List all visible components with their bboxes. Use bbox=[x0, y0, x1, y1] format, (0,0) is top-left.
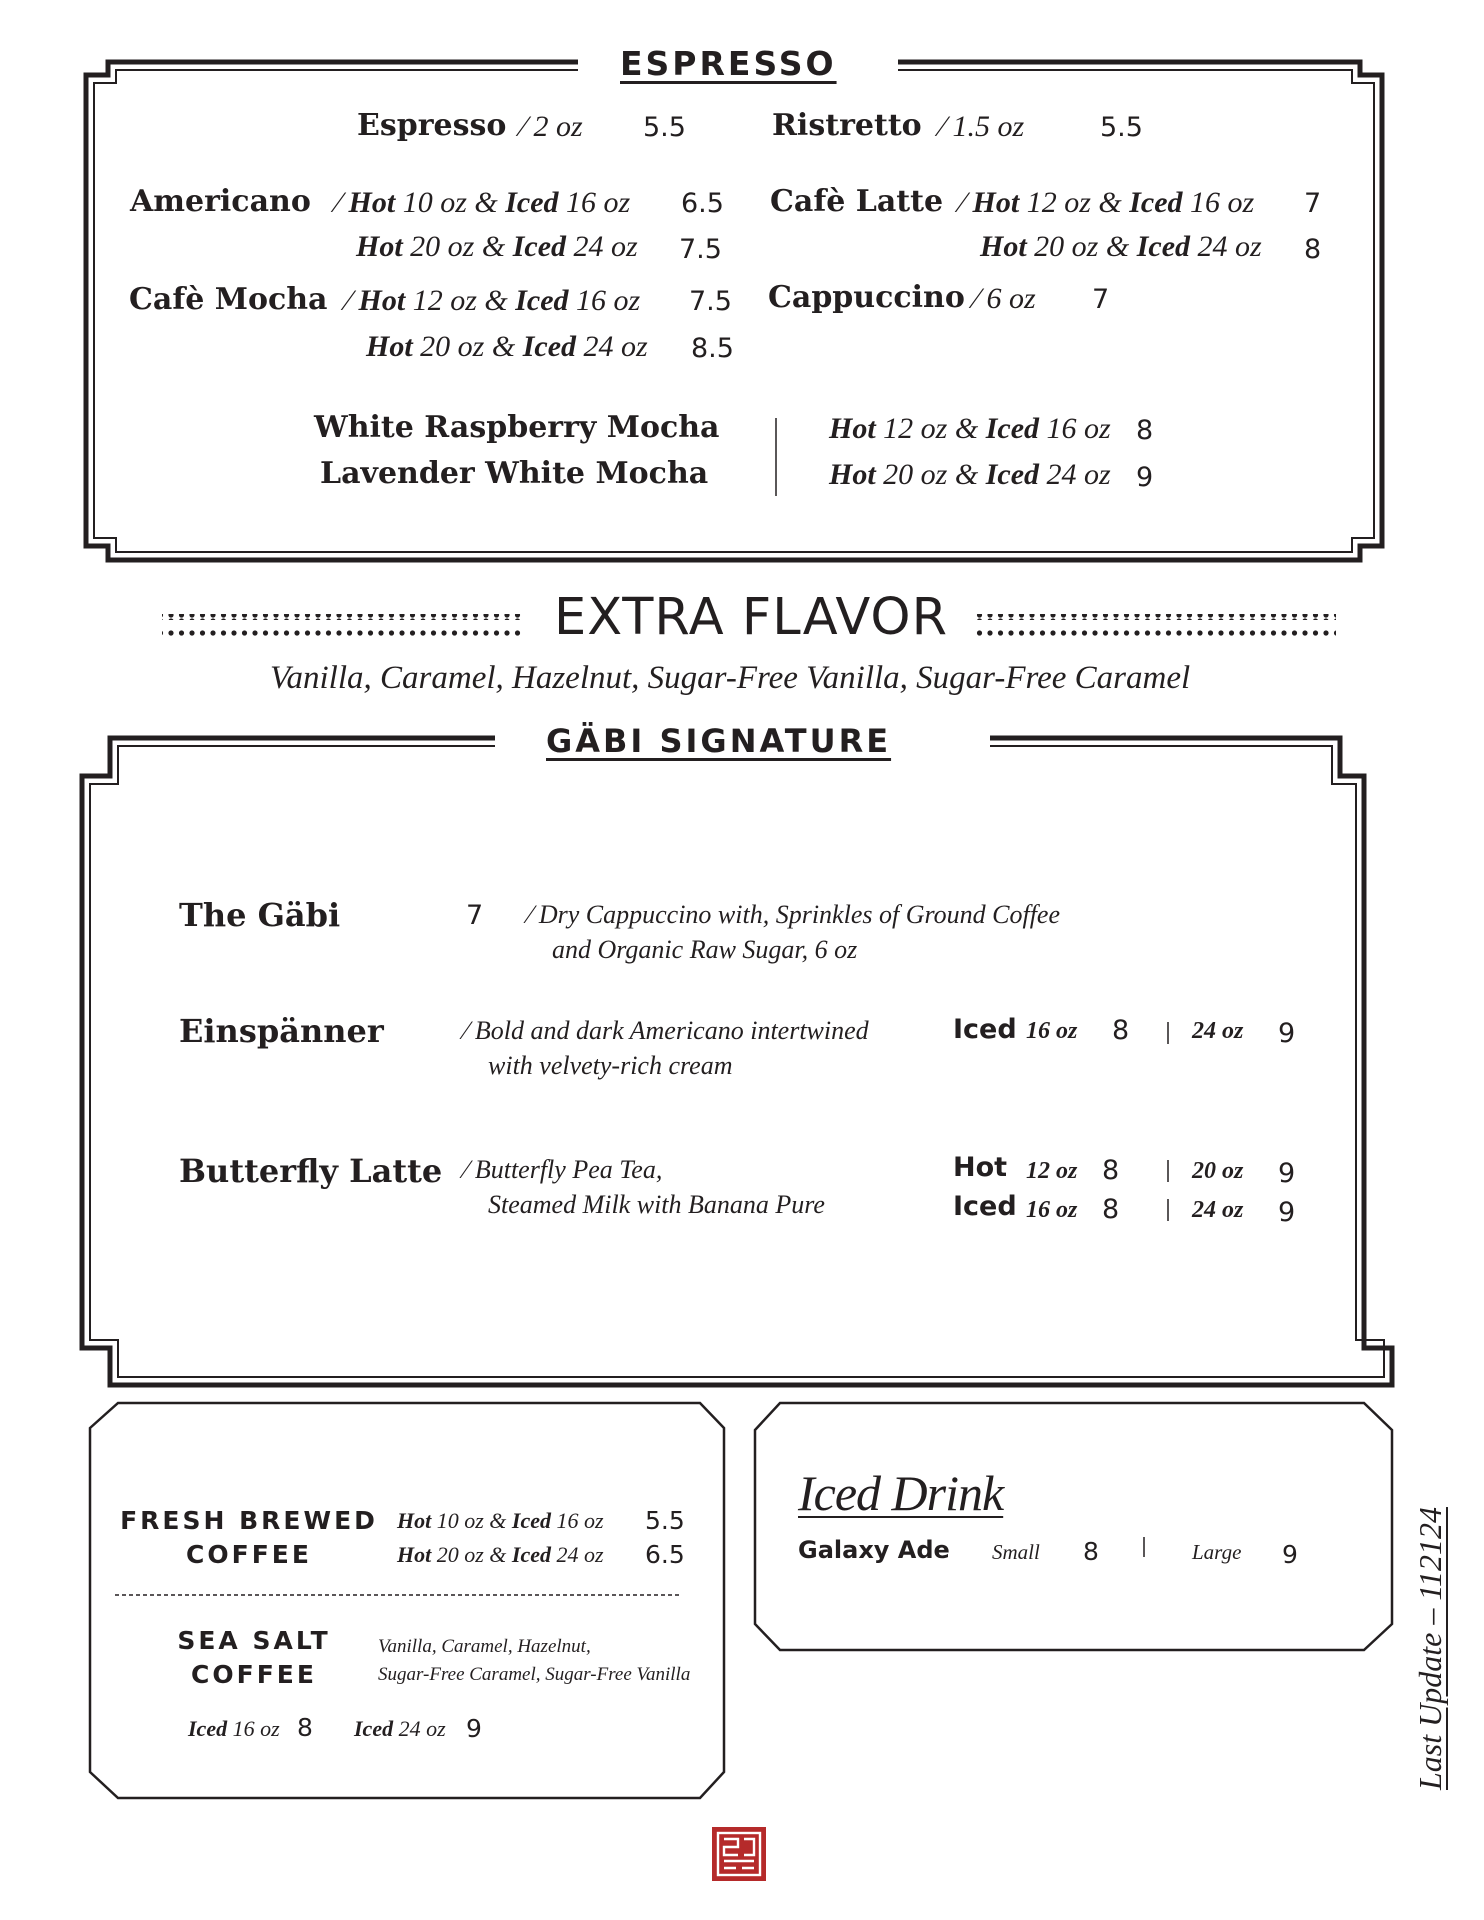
mocha-name: Cafè Mocha bbox=[129, 282, 328, 317]
butterfly-hot-oz-1: 12 oz bbox=[1026, 1158, 1078, 1184]
special-size-1: Hot 12 oz & Iced 16 oz bbox=[829, 412, 1111, 445]
mocha-price-1: 7.5 bbox=[689, 286, 732, 317]
gabi-desc-line1: ⁄ Dry Cappuccino with, Sprinkles of Ground Coffee bbox=[528, 900, 1060, 929]
americano-price-1: 6.5 bbox=[681, 188, 724, 219]
latte-size-1: ⁄ Hot 12 oz & Iced 16 oz bbox=[960, 186, 1255, 219]
galaxy-large-label: Large bbox=[1192, 1540, 1242, 1564]
sea-salt-size-2: Iced 24 oz bbox=[354, 1716, 446, 1741]
cappuccino-name: Cappuccino bbox=[768, 280, 965, 315]
gabi-desc-line2: and Organic Raw Sugar, 6 oz bbox=[552, 935, 858, 964]
galaxy-ade-name: Galaxy Ade bbox=[798, 1536, 950, 1564]
americano-name: Americano bbox=[130, 184, 311, 219]
butterfly-hot-price-1: 8 bbox=[1102, 1155, 1120, 1186]
einspanner-oz-1: 16 oz bbox=[1026, 1018, 1078, 1044]
butterfly-desc-line2: Steamed Milk with Banana Pure bbox=[488, 1190, 825, 1219]
butterfly-iced-oz-2: 24 oz bbox=[1192, 1197, 1244, 1223]
iced-box-border bbox=[755, 1403, 1392, 1650]
white-raspberry-mocha-name: White Raspberry Mocha bbox=[314, 410, 720, 445]
einspanner-desc-line1: ⁄ Bold and dark Americano intertwined bbox=[464, 1016, 869, 1045]
gabi-logo-icon bbox=[712, 1827, 766, 1881]
butterfly-hot-oz-2: 20 oz bbox=[1192, 1158, 1244, 1184]
signature-title: GÄBI SIGNATURE bbox=[546, 722, 892, 760]
ristretto-size: ⁄ 1.5 oz bbox=[940, 110, 1025, 143]
americano-size-1: ⁄ Hot 10 oz & Iced 16 oz bbox=[336, 186, 631, 219]
galaxy-small-label: Small bbox=[992, 1540, 1040, 1564]
butterfly-desc-line1: ⁄ Butterfly Pea Tea, bbox=[464, 1155, 663, 1184]
espresso-title: ESPRESSO bbox=[620, 44, 837, 83]
latte-price-1: 7 bbox=[1304, 188, 1322, 219]
sea-salt-size-1: Iced 16 oz bbox=[188, 1716, 280, 1741]
americano-price-2: 7.5 bbox=[679, 234, 722, 265]
brewed-size-1: Hot 10 oz & Iced 16 oz bbox=[397, 1508, 604, 1533]
espresso-price: 5.5 bbox=[643, 112, 686, 143]
extra-flavor-dots-right bbox=[972, 614, 1336, 636]
einspanner-oz-2: 24 oz bbox=[1192, 1018, 1244, 1044]
last-update-label: Last Update – 112124 bbox=[1412, 1507, 1448, 1790]
lavender-white-mocha-name: Lavender White Mocha bbox=[320, 456, 709, 491]
latte-name: Cafè Latte bbox=[770, 184, 944, 219]
special-size-2: Hot 20 oz & Iced 24 oz bbox=[829, 458, 1111, 491]
sea-salt-flavors-line2: Sugar-Free Caramel, Sugar-Free Vanilla bbox=[378, 1664, 691, 1685]
sea-salt-price-1: 8 bbox=[297, 1713, 313, 1742]
einspanner-price-1: 8 bbox=[1112, 1015, 1130, 1046]
signature-frame-outer bbox=[82, 738, 1392, 1385]
butterfly-hot-label: Hot bbox=[953, 1152, 1008, 1183]
butterfly-iced-price-2: 9 bbox=[1278, 1197, 1296, 1228]
gabi-price: 7 bbox=[466, 900, 484, 931]
sea-salt-title: SEA SALT COFFEE bbox=[177, 1626, 331, 1689]
americano-size-2: Hot 20 oz & Iced 24 oz bbox=[356, 230, 638, 263]
fresh-brewed-title: FRESH BREWED COFFEE bbox=[120, 1506, 378, 1569]
mocha-size-1: ⁄ Hot 12 oz & Iced 16 oz bbox=[346, 284, 641, 317]
latte-size-2: Hot 20 oz & Iced 24 oz bbox=[980, 230, 1262, 263]
brewed-size-2: Hot 20 oz & Iced 24 oz bbox=[397, 1542, 604, 1567]
cappuccino-price: 7 bbox=[1092, 284, 1110, 315]
butterfly-iced-label: Iced bbox=[953, 1191, 1017, 1222]
brewed-price-2: 6.5 bbox=[645, 1540, 685, 1569]
ristretto-name: Ristretto bbox=[772, 108, 922, 143]
einspanner-iced-label: Iced bbox=[953, 1014, 1017, 1045]
extra-flavor-dots-left bbox=[162, 614, 524, 636]
espresso-name: Espresso bbox=[357, 108, 507, 143]
galaxy-large-price: 9 bbox=[1282, 1540, 1298, 1569]
espresso-size: ⁄ 2 oz bbox=[521, 110, 583, 143]
special-price-2: 9 bbox=[1136, 462, 1154, 493]
sea-salt-price-2: 9 bbox=[466, 1714, 482, 1743]
einspanner-name: Einspänner bbox=[179, 1012, 384, 1050]
galaxy-small-price: 8 bbox=[1083, 1537, 1099, 1566]
butterfly-iced-oz-1: 16 oz bbox=[1026, 1197, 1078, 1223]
special-price-1: 8 bbox=[1136, 415, 1154, 446]
latte-price-2: 8 bbox=[1304, 234, 1322, 265]
signature-frame-inner bbox=[90, 746, 1384, 1377]
ristretto-price: 5.5 bbox=[1100, 112, 1143, 143]
sea-salt-flavors-line1: Vanilla, Caramel, Hazelnut, bbox=[378, 1636, 591, 1657]
iced-drink-title: Iced Drink bbox=[798, 1465, 1004, 1521]
extra-flavor-title: EXTRA FLAVOR bbox=[554, 588, 949, 647]
brewed-price-1: 5.5 bbox=[645, 1506, 685, 1535]
butterfly-hot-price-2: 9 bbox=[1278, 1158, 1296, 1189]
extra-flavor-list: Vanilla, Caramel, Hazelnut, Sugar-Free Vanilla, Sugar-Free Caramel bbox=[270, 660, 1191, 696]
butterfly-latte-name: Butterfly Latte bbox=[179, 1152, 443, 1190]
gabi-name: The Gäbi bbox=[179, 896, 341, 934]
einspanner-desc-line2: with velvety-rich cream bbox=[488, 1051, 733, 1080]
einspanner-price-2: 9 bbox=[1278, 1018, 1296, 1049]
cappuccino-size: ⁄ 6 oz bbox=[974, 282, 1036, 315]
mocha-size-2: Hot 20 oz & Iced 24 oz bbox=[366, 330, 648, 363]
mocha-price-2: 8.5 bbox=[691, 333, 734, 364]
butterfly-iced-price-1: 8 bbox=[1102, 1194, 1120, 1225]
